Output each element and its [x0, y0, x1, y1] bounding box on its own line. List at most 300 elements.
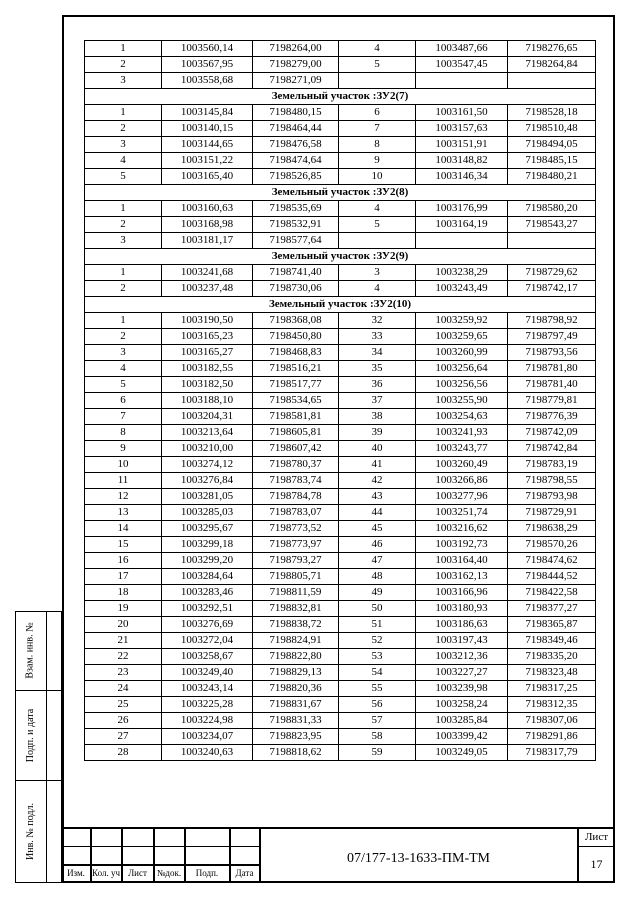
table-cell: 7198820,36 [253, 681, 339, 697]
table-cell: 7198535,69 [253, 201, 339, 217]
table-cell: 1003251,74 [416, 505, 508, 521]
table-row [85, 617, 596, 633]
table-row [85, 681, 596, 697]
table-row [85, 697, 596, 713]
table-cell: 7198516,21 [253, 361, 339, 377]
table-cell: 7198781,40 [508, 377, 596, 393]
table-cell: 1003487,66 [416, 41, 508, 57]
table-row [85, 521, 596, 537]
table-cell: 1003299,18 [162, 537, 253, 553]
table-row [85, 473, 596, 489]
table-cell: 7198832,81 [253, 601, 339, 617]
table-cell: 38 [339, 409, 416, 425]
table-row [85, 345, 596, 361]
table-cell: 1003254,63 [416, 409, 508, 425]
table-cell: 7198532,91 [253, 217, 339, 233]
table-cell: 7198805,71 [253, 569, 339, 585]
table-cell: 1003148,82 [416, 153, 508, 169]
table-cell: 7198368,08 [253, 313, 339, 329]
table-cell: 10 [85, 457, 162, 473]
table-cell: 7198534,65 [253, 393, 339, 409]
table-cell: 1003260,49 [416, 457, 508, 473]
title-col-ndok: №док. [156, 868, 182, 878]
table-cell: 47 [339, 553, 416, 569]
table-cell: 7198742,09 [508, 425, 596, 441]
table-cell: 1003182,55 [162, 361, 253, 377]
table-cell: 5 [85, 169, 162, 185]
table-cell: 7198271,09 [253, 73, 339, 89]
table-cell: 7198480,15 [253, 105, 339, 121]
table-cell: 1003399,42 [416, 729, 508, 745]
table-row [85, 329, 596, 345]
title-block [62, 827, 615, 883]
table-cell: 1003197,43 [416, 633, 508, 649]
table-row [85, 409, 596, 425]
table-cell: 3 [85, 345, 162, 361]
table-cell: 18 [85, 585, 162, 601]
table-cell: 1003292,51 [162, 601, 253, 617]
table-cell: 7198781,80 [508, 361, 596, 377]
table-cell: 2 [85, 121, 162, 137]
table-cell: 9 [339, 153, 416, 169]
table-cell: 39 [339, 425, 416, 441]
table-cell: 7198831,67 [253, 697, 339, 713]
section-row [85, 249, 596, 265]
table-cell: 7198793,98 [508, 489, 596, 505]
table-cell: 42 [339, 473, 416, 489]
table-cell: 59 [339, 745, 416, 761]
table-row [85, 153, 596, 169]
table-cell: 7198605,81 [253, 425, 339, 441]
table-cell: 7198829,13 [253, 665, 339, 681]
table-cell: 1003166,96 [416, 585, 508, 601]
table-cell: 36 [339, 377, 416, 393]
table-cell: 1003225,28 [162, 697, 253, 713]
table-cell: 7198476,58 [253, 137, 339, 153]
table-cell: 1003176,99 [416, 201, 508, 217]
table-row [85, 505, 596, 521]
table-cell: 1003567,95 [162, 57, 253, 73]
table-cell: 7198741,40 [253, 265, 339, 281]
table-cell: 46 [339, 537, 416, 553]
table-cell: 7198577,64 [253, 233, 339, 249]
table-row [85, 41, 596, 57]
table-cell: 24 [85, 681, 162, 697]
table-cell: 2 [85, 217, 162, 233]
table-cell: 1003239,98 [416, 681, 508, 697]
table-cell: 4 [85, 153, 162, 169]
table-cell: 1003227,27 [416, 665, 508, 681]
table-cell: 4 [339, 201, 416, 217]
section-heading: Земельный участок :ЗУ2(8) [85, 185, 596, 201]
table-cell: 7198468,83 [253, 345, 339, 361]
table-row [85, 633, 596, 649]
table-cell: 22 [85, 649, 162, 665]
table-cell: 7198543,27 [508, 217, 596, 233]
table-cell: 1003164,40 [416, 553, 508, 569]
table-cell: 7198444,52 [508, 569, 596, 585]
table-cell: 1003274,12 [162, 457, 253, 473]
title-col-list: Лист [128, 868, 147, 878]
table-cell: 41 [339, 457, 416, 473]
title-col-kol-uch: Кол. уч [92, 868, 120, 878]
table-cell: 6 [85, 393, 162, 409]
table-cell: 5 [339, 57, 416, 73]
table-cell: 1003281,05 [162, 489, 253, 505]
table-cell: 7198797,49 [508, 329, 596, 345]
table-cell: 1003560,14 [162, 41, 253, 57]
table-cell: 7198474,64 [253, 153, 339, 169]
table-cell: 1003243,77 [416, 441, 508, 457]
table-row [85, 553, 596, 569]
table-cell: 53 [339, 649, 416, 665]
table-cell: 16 [85, 553, 162, 569]
table-row [85, 441, 596, 457]
table-row [85, 121, 596, 137]
table-row [85, 281, 596, 297]
coordinates-table [84, 40, 596, 761]
table-cell: 7198773,52 [253, 521, 339, 537]
table-cell: 1003272,04 [162, 633, 253, 649]
table-cell: 2 [85, 281, 162, 297]
table-cell: 35 [339, 361, 416, 377]
table-cell: 7198784,78 [253, 489, 339, 505]
table-cell: 7198783,74 [253, 473, 339, 489]
table-row [85, 585, 596, 601]
table-cell: 25 [85, 697, 162, 713]
table-cell: 7198307,06 [508, 713, 596, 729]
table-cell: 55 [339, 681, 416, 697]
table-cell: 1 [85, 201, 162, 217]
table-row [85, 105, 596, 121]
table-cell: 7198312,35 [508, 697, 596, 713]
table-cell: 7198517,77 [253, 377, 339, 393]
table-cell: 3 [85, 73, 162, 89]
title-col-podp: Подп. [195, 868, 219, 878]
table-cell: 7198742,84 [508, 441, 596, 457]
table-cell: 7198798,92 [508, 313, 596, 329]
table-cell: 44 [339, 505, 416, 521]
table-row [85, 425, 596, 441]
side-stamp-narrow-column [46, 611, 62, 883]
table-cell: 7198422,58 [508, 585, 596, 601]
table-cell: 8 [339, 137, 416, 153]
table-cell: 48 [339, 569, 416, 585]
table-cell: 1003276,69 [162, 617, 253, 633]
table-cell: 6 [339, 105, 416, 121]
table-cell: 7198783,07 [253, 505, 339, 521]
table-row [85, 569, 596, 585]
table-cell: 1003168,98 [162, 217, 253, 233]
table-cell: 1003165,27 [162, 345, 253, 361]
table-cell: 1003157,63 [416, 121, 508, 137]
table-cell: 5 [85, 377, 162, 393]
table-cell: 58 [339, 729, 416, 745]
table-cell: 1003213,64 [162, 425, 253, 441]
table-cell: 43 [339, 489, 416, 505]
table-cell: 1003204,31 [162, 409, 253, 425]
table-cell: 1003266,86 [416, 473, 508, 489]
table-cell: 57 [339, 713, 416, 729]
table-cell: 7198480,21 [508, 169, 596, 185]
table-cell: 7198773,97 [253, 537, 339, 553]
table-cell: 7198494,05 [508, 137, 596, 153]
table-cell: 11 [85, 473, 162, 489]
table-row [85, 665, 596, 681]
table-cell: 45 [339, 521, 416, 537]
table-cell: 4 [85, 361, 162, 377]
table-row [85, 393, 596, 409]
table-cell: 1003162,13 [416, 569, 508, 585]
table-cell: 7198607,42 [253, 441, 339, 457]
table-cell: 1 [85, 265, 162, 281]
table-cell: 7198264,84 [508, 57, 596, 73]
title-col-data: Дата [235, 868, 254, 878]
table-cell: 10 [339, 169, 416, 185]
table-cell: 7198570,26 [508, 537, 596, 553]
side-stamp-vzam-inv: Взам. инв. № [25, 622, 37, 679]
table-cell: 1003299,20 [162, 553, 253, 569]
table-cell: 3 [85, 137, 162, 153]
table-row [85, 713, 596, 729]
section-row [85, 185, 596, 201]
table-row [85, 265, 596, 281]
table-cell [416, 233, 508, 249]
table-cell [416, 73, 508, 89]
table-cell: 19 [85, 601, 162, 617]
table-cell: 1003256,56 [416, 377, 508, 393]
table-cell: 7198335,20 [508, 649, 596, 665]
table-cell: 1003238,29 [416, 265, 508, 281]
table-cell: 1 [85, 105, 162, 121]
table-cell: 7198638,29 [508, 521, 596, 537]
table-cell: 1003283,46 [162, 585, 253, 601]
table-cell: 1003160,63 [162, 201, 253, 217]
table-cell: 7198580,20 [508, 201, 596, 217]
table-cell: 7198464,44 [253, 121, 339, 137]
table-cell: 1003243,49 [416, 281, 508, 297]
table-row [85, 57, 596, 73]
table-cell: 7198823,95 [253, 729, 339, 745]
table-cell: 7198742,17 [508, 281, 596, 297]
table-cell: 2 [85, 329, 162, 345]
sheet-label: Лист [584, 831, 609, 843]
table-row [85, 729, 596, 745]
table-cell: 1003255,90 [416, 393, 508, 409]
table-cell: 1003210,00 [162, 441, 253, 457]
table-cell: 1003295,67 [162, 521, 253, 537]
table-cell: 1003276,84 [162, 473, 253, 489]
table-cell: 54 [339, 665, 416, 681]
table-cell: 1003258,67 [162, 649, 253, 665]
table-cell [339, 73, 416, 89]
table-cell: 7198793,27 [253, 553, 339, 569]
table-cell: 4 [339, 281, 416, 297]
table-cell: 51 [339, 617, 416, 633]
table-cell: 7198831,33 [253, 713, 339, 729]
table-cell: 1003258,24 [416, 697, 508, 713]
document-code: 07/177-13-1633-ПМ-ТМ [347, 851, 490, 866]
table-cell: 7198365,87 [508, 617, 596, 633]
table-cell: 52 [339, 633, 416, 649]
table-cell: 1003237,48 [162, 281, 253, 297]
table-cell: 7198822,80 [253, 649, 339, 665]
table-cell: 1003224,98 [162, 713, 253, 729]
table-cell: 1003249,40 [162, 665, 253, 681]
table-row [85, 489, 596, 505]
table-cell: 28 [85, 745, 162, 761]
table-cell: 7198264,00 [253, 41, 339, 57]
table-cell: 1003558,68 [162, 73, 253, 89]
table-cell: 7198323,48 [508, 665, 596, 681]
table-cell [508, 73, 596, 89]
side-stamp-inv-podl: Инв. № подл. [25, 803, 37, 860]
table-cell: 1003260,99 [416, 345, 508, 361]
table-cell: 1003144,65 [162, 137, 253, 153]
table-cell: 1003181,17 [162, 233, 253, 249]
section-heading: Земельный участок :ЗУ2(7) [85, 89, 596, 105]
table-row [85, 201, 596, 217]
table-cell: 7198838,72 [253, 617, 339, 633]
table-cell: 1003212,36 [416, 649, 508, 665]
table-cell: 1 [85, 313, 162, 329]
table-cell [508, 233, 596, 249]
table-cell: 7198291,86 [508, 729, 596, 745]
table-cell: 7198780,37 [253, 457, 339, 473]
table-cell: 1003285,84 [416, 713, 508, 729]
table-cell: 7198485,15 [508, 153, 596, 169]
table-cell: 40 [339, 441, 416, 457]
table-cell: 9 [85, 441, 162, 457]
table-cell: 20 [85, 617, 162, 633]
table-row [85, 649, 596, 665]
table-cell: 7198798,55 [508, 473, 596, 489]
table-cell: 1003151,22 [162, 153, 253, 169]
table-cell: 7198824,91 [253, 633, 339, 649]
table-cell: 1003243,14 [162, 681, 253, 697]
table-cell: 5 [339, 217, 416, 233]
table-cell: 1003285,03 [162, 505, 253, 521]
table-cell: 7198349,46 [508, 633, 596, 649]
table-cell: 1003256,64 [416, 361, 508, 377]
table-cell: 7198279,00 [253, 57, 339, 73]
table-cell: 15 [85, 537, 162, 553]
table-cell: 8 [85, 425, 162, 441]
table-cell: 1003165,23 [162, 329, 253, 345]
table-row [85, 457, 596, 473]
title-col-izm: Изм. [67, 868, 85, 878]
sheet-number: 17 [590, 857, 603, 871]
table-cell: 12 [85, 489, 162, 505]
table-cell: 4 [339, 41, 416, 57]
table-cell: 50 [339, 601, 416, 617]
table-cell: 1003284,64 [162, 569, 253, 585]
table-cell: 27 [85, 729, 162, 745]
table-cell: 7198528,18 [508, 105, 596, 121]
table-row [85, 537, 596, 553]
table-cell: 7198450,80 [253, 329, 339, 345]
table-cell: 17 [85, 569, 162, 585]
table-cell: 1003277,96 [416, 489, 508, 505]
table-cell: 1003190,50 [162, 313, 253, 329]
section-heading: Земельный участок :ЗУ2(10) [85, 297, 596, 313]
table-cell: 49 [339, 585, 416, 601]
table-cell: 7198510,48 [508, 121, 596, 137]
table-cell: 7198793,56 [508, 345, 596, 361]
table-cell: 1003180,93 [416, 601, 508, 617]
table-cell: 7198317,79 [508, 745, 596, 761]
table-cell: 33 [339, 329, 416, 345]
table-cell: 1003234,07 [162, 729, 253, 745]
table-cell: 7198779,81 [508, 393, 596, 409]
table-cell: 1003240,63 [162, 745, 253, 761]
table-cell: 7 [85, 409, 162, 425]
table-cell: 7198783,19 [508, 457, 596, 473]
table-cell: 1003182,50 [162, 377, 253, 393]
table-cell: 1003186,63 [416, 617, 508, 633]
table-row [85, 601, 596, 617]
table-cell: 1 [85, 41, 162, 57]
table-cell: 37 [339, 393, 416, 409]
table-cell: 7 [339, 121, 416, 137]
table-cell: 3 [339, 265, 416, 281]
table-cell: 1003241,93 [416, 425, 508, 441]
table-cell: 1003165,40 [162, 169, 253, 185]
table-cell: 3 [85, 233, 162, 249]
table-cell: 23 [85, 665, 162, 681]
table-cell: 1003188,10 [162, 393, 253, 409]
side-stamp-podp-data: Подп. и дата [25, 708, 36, 762]
table-cell: 32 [339, 313, 416, 329]
table-cell: 13 [85, 505, 162, 521]
section-heading: Земельный участок :ЗУ2(9) [85, 249, 596, 265]
table-cell: 1003164,19 [416, 217, 508, 233]
table-cell: 1003216,62 [416, 521, 508, 537]
table-cell: 1003146,34 [416, 169, 508, 185]
table-cell: 26 [85, 713, 162, 729]
table-cell: 1003151,91 [416, 137, 508, 153]
table-row [85, 169, 596, 185]
table-cell: 1003259,65 [416, 329, 508, 345]
table-cell: 1003241,68 [162, 265, 253, 281]
table-cell: 1003249,05 [416, 745, 508, 761]
table-row [85, 233, 596, 249]
table-cell [339, 233, 416, 249]
table-cell: 34 [339, 345, 416, 361]
table-cell: 1003259,92 [416, 313, 508, 329]
table-cell: 7198377,27 [508, 601, 596, 617]
table-cell: 21 [85, 633, 162, 649]
table-cell: 2 [85, 57, 162, 73]
table-cell: 7198776,39 [508, 409, 596, 425]
table-row [85, 137, 596, 153]
table-cell: 1003145,84 [162, 105, 253, 121]
table-cell: 7198730,06 [253, 281, 339, 297]
section-row [85, 297, 596, 313]
table-cell: 7198729,62 [508, 265, 596, 281]
table-row [85, 377, 596, 393]
table-cell: 7198474,62 [508, 553, 596, 569]
table-cell: 7198581,81 [253, 409, 339, 425]
table-cell: 1003161,50 [416, 105, 508, 121]
table-row [85, 745, 596, 761]
table-row [85, 217, 596, 233]
table-cell: 7198729,91 [508, 505, 596, 521]
table-cell: 7198526,85 [253, 169, 339, 185]
table-cell: 7198818,62 [253, 745, 339, 761]
table-cell: 1003140,15 [162, 121, 253, 137]
table-cell: 7198811,59 [253, 585, 339, 601]
